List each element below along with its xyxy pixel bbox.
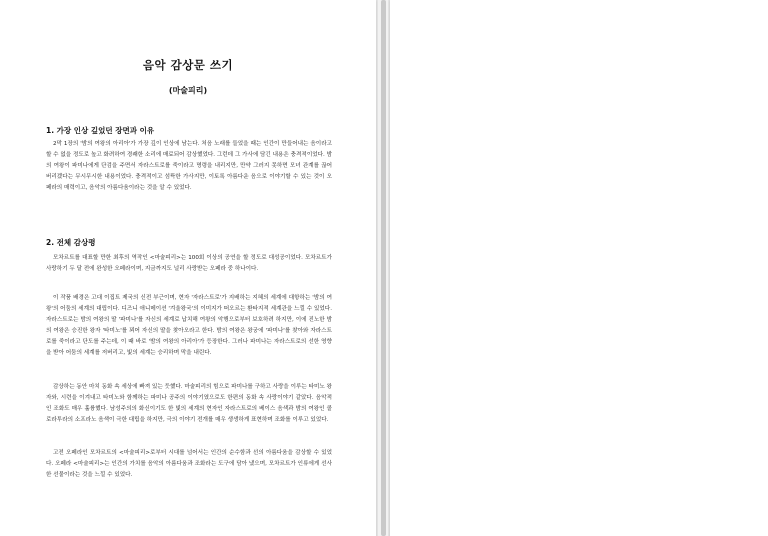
paragraph-review-2: 이 작품 배경은 고대 이집트 제국의 신전 부근이며, 현자 '자라스트로'가 지배하는 지혜의 세계에 대항하는 '밤의 여왕'의 어둠의 세계의 대립이다. 디즈니 애니메이션 '겨울왕국'의 이미지가 떠오르는 환타지적 세계관을 느낄 수 있었다. 자라스트로는 밤의 여왕의 딸 '파미나'를 자신의 세계로 납치해 여왕의 악행으로부터 보호하려 하지만, 이에 진노한 밤의 여왕은 승진한 왕자 '타미노'를 꾀어 자신의 딸을 찾아오라고 한다. 밤의 여왕은 왕궁에 '파미나'를 찾아와 자라스트로를 죽이라고 단도를 주는데, 이 때 바로 '밤의 여왕의 아리아'가 등장한다. 그러나 파미나는 자라스트로의 선한 영향을 받아 어둠의 세계를 저버리고, 빛의 세계는 승리하며 막을 내린다.: [46, 295, 332, 356]
document-title: 음악 감상문 쓰기: [142, 58, 234, 72]
page-scrollbar-thumb[interactable]: [381, 0, 386, 536]
paragraph-review-4: 고전 오페라인 모차르트의 <마술피리>로부터 시대를 넘어서는 인간의 순수함과 선의 아름다움을 감상할 수 있었다. 오페라 <마술피리>는 인간의 가치를 음악의 아름다움과 조화라는 도구에 담아 냈으며, 모차르트가 인류에게 선사한 선물이라는 것을 느낄 수 있었다.: [46, 450, 332, 478]
section-heading-review: 2. 전체 감상평: [46, 238, 96, 247]
document-subtitle: (마술피리): [168, 86, 208, 95]
document-page-1: [0, 0, 376, 536]
section-heading-impression: 1. 가장 인상 깊었던 장면과 이유: [46, 126, 155, 135]
paragraph-impression: 2막 1장의 '밤의 여왕의 아리아'가 가장 깊이 인상에 남는다. 처음 노래를 들었을 때는 인간이 만들어내는 음이라고 할 수 없을 정도로 높고 화려하여 경쾌한 소리에 매료되어 감상했었다. 그런데 그 가사에 담긴 내용은 충격적이었다. 밤의 여왕이 파미나에게 단검을 주면서 자라스트로를 죽이라고 명령을 내리지만, 만약 그러지 못하면 모녀 관계를 끊어버리겠다는 무시무시한 내용이었다. 충격적이고 섬뜩한 가사지만, 이토록 아름다운 음으로 이야기할 수 있는 것이 오페라의 매력이고, 음악의 아름다움이라는 것을 알 수 있었다.: [46, 141, 332, 191]
document-page-2: [390, 0, 768, 536]
paragraph-review-3: 감상하는 동안 마치 동화 속 세상에 빠져 있는 듯했다. 마술피리의 힘으로 파미나를 구하고 사랑을 이루는 타미노 왕자와, 시련을 이겨내고 타미노와 함께하는 파미나 공주의 이야기였으로도 한편의 동화 속 사랑이야기 같았다. 음악적인 조화도 매우 훌륭했다. 남성주의의 화신이기도 한 빛의 세계의 현자인 자라스트로의 베이스 음색과 밤의 여왕인 콜로라투라의 소프라노 음색이 극한 대립을 하지만, 극의 이야기 전개를 매우 생생하게 표현하며 조화를 이루고 있었다.: [46, 384, 332, 423]
paragraph-review-1: 모차르트를 대표할 만한 최후의 역작인 <마술피리>는 100회 이상의 공연을 할 정도로 대성공이었다. 모차르트가 사랑하기 두 달 전에 완성한 오페라이며, 지금까지도 널리 사랑받는 오페라 중 하나이다.: [46, 255, 332, 272]
